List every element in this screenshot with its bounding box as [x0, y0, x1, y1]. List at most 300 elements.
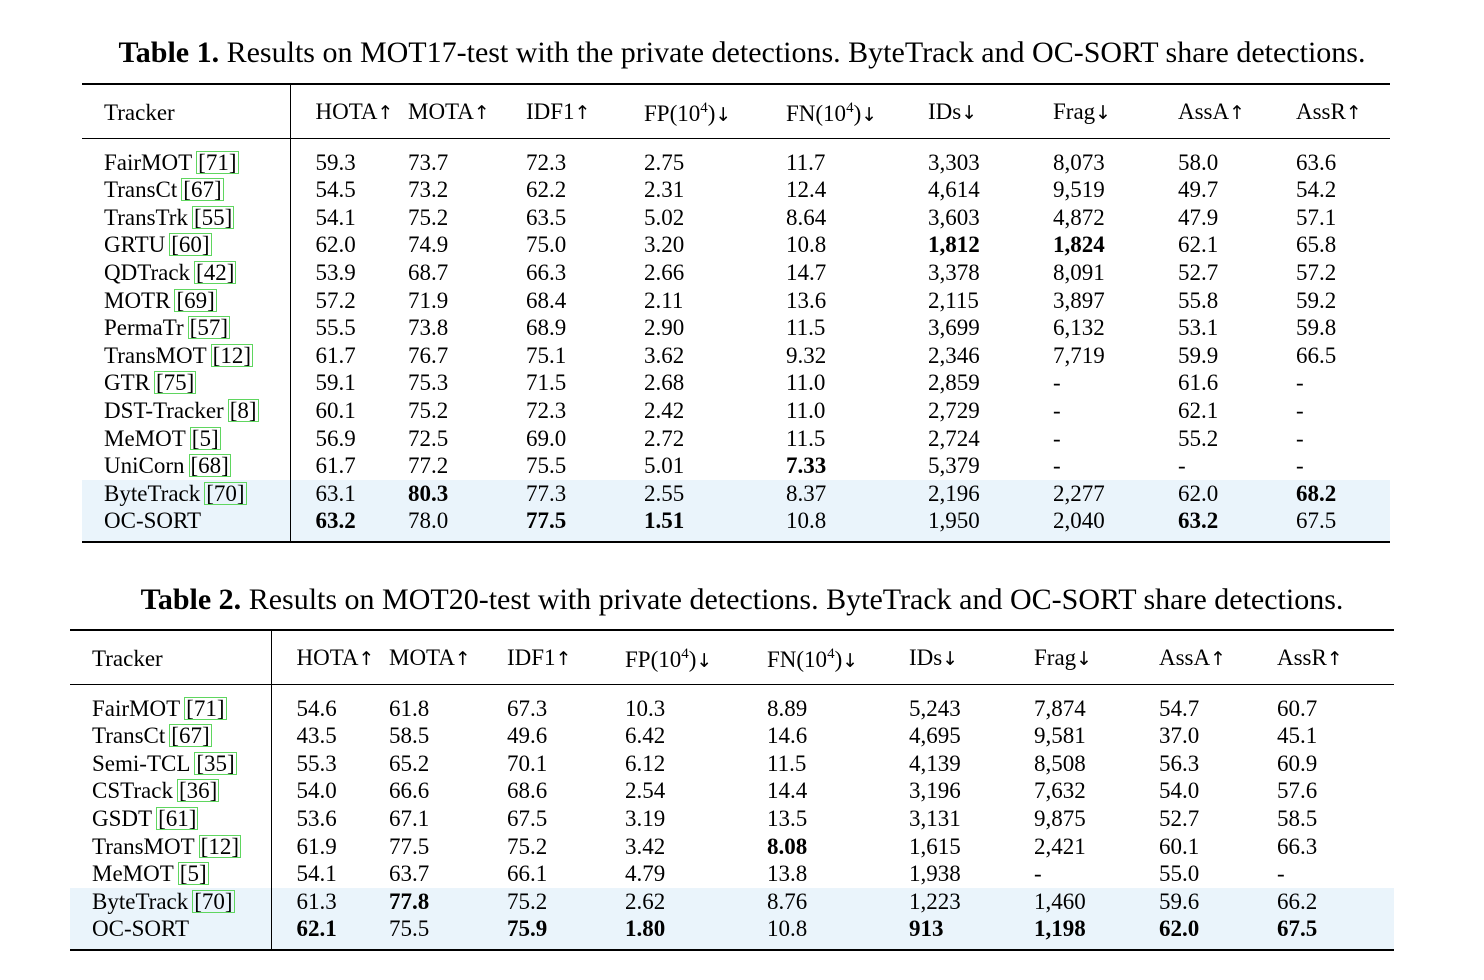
cell-assr: - [1296, 453, 1304, 479]
header-fn-10: $FN(10^4)↓$ [786, 84, 928, 138]
cell-idf1: 68.4 [526, 287, 567, 313]
citation-link[interactable]: [61] [158, 805, 197, 831]
tracker-name [70, 750, 271, 778]
tracker-label: TransTrk [104, 204, 188, 230]
cell-mota: 58.5 [389, 723, 430, 749]
table2-caption [0, 582, 1484, 618]
table1 [82, 83, 1390, 543]
cell-mota: 74.9 [408, 232, 449, 258]
cell-ids: 3,699 [928, 315, 980, 341]
cell-fp-10: 2.62 [625, 888, 767, 916]
table-row [82, 425, 1390, 453]
cell-fn-10: 9.32 [786, 342, 827, 368]
header-ids: IDs↓ [909, 630, 1034, 684]
cell-mota: 80.3 [408, 480, 526, 508]
cell-assa: 52.7 [1178, 259, 1219, 285]
citation-link[interactable]: [55] [193, 204, 233, 230]
tracker-name [82, 176, 290, 204]
cell-frag: - [1053, 425, 1061, 451]
cell-mota: 71.9 [408, 287, 449, 313]
tracker-label: UniCorn [104, 453, 185, 479]
table1-grid [82, 83, 1390, 543]
tracker-label: GRTU [104, 232, 166, 258]
cell-mota: 73.8 [408, 315, 449, 341]
citation-link[interactable]: [8] [229, 397, 257, 423]
cell-idf1: 67.5 [507, 805, 548, 831]
table-row [70, 805, 1394, 833]
tracker-label: FairMOT [92, 695, 181, 721]
cell-idf1: 68.9 [526, 315, 567, 341]
cell-fn-10: 7.33 [786, 453, 827, 479]
table1-caption-text: Results on MOT17-test with the private detections. ByteTrack and OC-SORT share detections. [226, 36, 1366, 69]
cell-ids: 913 [909, 915, 1034, 950]
tracker-label: MOTR [104, 287, 171, 313]
cell-mota: 77.8 [389, 888, 507, 916]
cell-assr: 66.2 [1277, 888, 1394, 916]
cell-assa: 55.8 [1178, 287, 1219, 313]
cell-ids: 4,695 [909, 723, 961, 749]
cell-idf1: 75.5 [526, 453, 567, 479]
cell-hota: 59.3 [315, 149, 356, 175]
table-row [82, 138, 1390, 176]
cell-fn-10: 12.4 [786, 177, 827, 203]
table2-caption-label: Table 2. [140, 583, 242, 616]
cell-assr: 58.5 [1277, 805, 1318, 831]
cell-fn-10: 11.0 [786, 370, 826, 396]
header-assa: AssA↑ [1159, 630, 1277, 684]
cell-assa: 58.0 [1178, 149, 1219, 175]
tracker-name [82, 287, 290, 315]
citation-link[interactable]: [71] [198, 149, 237, 175]
tracker-label: GSDT [92, 805, 153, 831]
table-row [70, 860, 1394, 888]
tracker-name [82, 425, 290, 453]
tracker-name [70, 684, 271, 722]
cell-mota: 63.7 [389, 861, 430, 887]
tracker-name [70, 888, 271, 916]
table1-caption [0, 35, 1484, 71]
cell-hota: 63.1 [290, 480, 408, 508]
tracker-name [70, 915, 271, 950]
table-row [70, 915, 1394, 950]
cell-mota: 66.6 [389, 778, 430, 804]
citation-link[interactable]: [12] [212, 342, 251, 368]
tracker-name [82, 452, 290, 480]
cell-assr: 66.3 [1277, 833, 1318, 859]
tracker-label: PermaTr [104, 315, 184, 341]
tracker-label: TransCt [104, 177, 178, 203]
cell-assr: - [1296, 397, 1304, 423]
cell-fp-10: 5.01 [644, 453, 685, 479]
cell-mota: 77.2 [408, 453, 449, 479]
cell-assr: 68.2 [1296, 480, 1390, 508]
cell-frag: 7,874 [1034, 695, 1086, 721]
header-idf1: IDF1↑ [507, 630, 625, 684]
cell-fn-10: 8.64 [786, 204, 827, 230]
cell-frag: - [1053, 453, 1061, 479]
cell-mota: 73.2 [408, 177, 449, 203]
cell-fn-10: 14.6 [767, 723, 808, 749]
cell-fn-10: 10.8 [786, 507, 928, 542]
header-frag: Frag↓ [1034, 630, 1159, 684]
cell-fn-10: 8.76 [767, 888, 909, 916]
cell-fn-10: 11.5 [786, 315, 826, 341]
cell-fp-10: 1.80 [625, 915, 767, 950]
tracker-label: ByteTrack [104, 480, 201, 506]
cell-assa: - [1178, 453, 1186, 479]
citation-link[interactable]: [12] [200, 833, 239, 859]
table-row [70, 750, 1394, 778]
cell-ids: 3,303 [928, 149, 980, 175]
cell-frag: 2,040 [1053, 507, 1178, 542]
citation-link[interactable]: [68] [190, 453, 229, 479]
cell-frag: 9,581 [1034, 723, 1086, 749]
cell-assr: 67.5 [1296, 507, 1390, 542]
header-mota: MOTA↑ [408, 84, 526, 138]
cell-fn-10: 11.5 [786, 425, 826, 451]
cell-fp-10: 2.75 [644, 149, 685, 175]
cell-assa: 62.1 [1178, 397, 1219, 423]
cell-assa: 49.7 [1178, 177, 1219, 203]
cell-fp-10: 2.90 [644, 315, 685, 341]
cell-fn-10: 8.37 [786, 480, 928, 508]
cell-hota: 54.0 [296, 778, 337, 804]
cell-assr: 54.2 [1296, 177, 1337, 203]
citation-link[interactable]: [67] [171, 723, 210, 749]
cell-fn-10: 10.8 [786, 232, 827, 258]
cell-idf1: 77.3 [526, 480, 644, 508]
cell-fn-10: 8.89 [767, 695, 808, 721]
citation-link[interactable]: [70] [194, 888, 233, 914]
cell-hota: 54.1 [315, 204, 356, 230]
cell-idf1: 72.3 [526, 149, 567, 175]
table-row [82, 397, 1390, 425]
header-assr: AssR↑ [1277, 630, 1394, 684]
cell-frag: 1,824 [1053, 232, 1105, 258]
cell-frag: 1,460 [1034, 888, 1159, 916]
header-tracker: Tracker [70, 630, 271, 684]
cell-ids: 3,196 [909, 778, 961, 804]
tracker-label: TransCt [92, 723, 166, 749]
cell-assa: 52.7 [1159, 805, 1200, 831]
table-row [82, 259, 1390, 287]
table-row [82, 287, 1390, 315]
cell-assa: 47.9 [1178, 204, 1219, 230]
cell-fp-10: 2.68 [644, 370, 685, 396]
tracker-name [82, 259, 290, 287]
cell-fp-10: 2.42 [644, 397, 685, 423]
cell-idf1: 72.3 [526, 397, 567, 423]
cell-idf1: 66.1 [507, 861, 548, 887]
cell-fn-10: 10.8 [767, 915, 909, 950]
table-row [82, 204, 1390, 232]
cell-frag: - [1053, 397, 1061, 423]
cell-ids: 1,812 [928, 232, 980, 258]
header-assa: AssA↑ [1178, 84, 1296, 138]
cell-assr: 60.7 [1277, 695, 1318, 721]
cell-fn-10: 13.5 [767, 805, 808, 831]
cell-assa: 55.2 [1178, 425, 1219, 451]
cell-fn-10: 13.6 [786, 287, 827, 313]
cell-hota: 54.5 [315, 177, 356, 203]
cell-ids: 2,729 [928, 397, 980, 423]
citation-link[interactable]: [75] [156, 370, 195, 396]
cell-frag: - [1053, 370, 1061, 396]
cell-assa: 55.0 [1159, 861, 1200, 887]
tracker-name [82, 397, 290, 425]
citation-link[interactable]: [71] [186, 695, 225, 721]
header-idf1: IDF1↑ [526, 84, 644, 138]
cell-assa: 62.1 [1178, 232, 1219, 258]
header-fp-10: $FP(10^4)↓$ [625, 630, 767, 684]
cell-assa: 62.0 [1159, 915, 1277, 950]
cell-fn-10: 8.08 [767, 833, 808, 859]
cell-assa: 37.0 [1159, 723, 1200, 749]
tracker-name [82, 342, 290, 370]
cell-ids: 2,724 [928, 425, 980, 451]
cell-mota: 75.5 [389, 915, 507, 950]
citation-link[interactable]: [35] [196, 750, 235, 776]
cell-frag: 1,198 [1034, 915, 1159, 950]
cell-hota: 56.9 [315, 425, 356, 451]
tracker-name [82, 369, 290, 397]
cell-fp-10: 2.72 [644, 425, 685, 451]
cell-fp-10: 3.42 [625, 833, 666, 859]
cell-idf1: 63.5 [526, 204, 567, 230]
table1-caption-label: Table 1. [118, 36, 220, 69]
cell-assr: 45.1 [1277, 723, 1318, 749]
cell-hota: 60.1 [315, 397, 356, 423]
table-row [70, 777, 1394, 805]
citation-link[interactable]: [5] [179, 861, 207, 887]
cell-assr: 66.5 [1296, 342, 1337, 368]
cell-fp-10: 6.42 [625, 723, 666, 749]
table-row [82, 369, 1390, 397]
cell-ids: 3,378 [928, 259, 980, 285]
table-row [82, 480, 1390, 508]
cell-hota: 61.9 [296, 833, 337, 859]
cell-fn-10: 14.4 [767, 778, 808, 804]
cell-ids: 2,346 [928, 342, 980, 368]
cell-mota: 75.3 [408, 370, 449, 396]
cell-assa: 53.1 [1178, 315, 1219, 341]
tracker-name [82, 507, 290, 542]
citation-link[interactable]: [5] [191, 425, 219, 451]
cell-fp-10: 1.51 [644, 507, 786, 542]
table-row [82, 342, 1390, 370]
cell-ids: 1,938 [909, 861, 961, 887]
cell-fn-10: 11.0 [786, 397, 826, 423]
header-row [82, 84, 1390, 138]
tracker-label: OC-SORT [104, 508, 202, 534]
cell-hota: 62.0 [315, 232, 356, 258]
cell-frag: 8,091 [1053, 259, 1105, 285]
table-row [70, 684, 1394, 722]
cell-frag: 8,073 [1053, 149, 1105, 175]
table-row [82, 176, 1390, 204]
cell-ids: 2,115 [928, 287, 979, 313]
cell-assa: 61.6 [1178, 370, 1219, 396]
cell-idf1: 75.1 [526, 342, 567, 368]
cell-ids: 3,603 [928, 204, 980, 230]
cell-assr: - [1277, 861, 1285, 887]
cell-idf1: 77.5 [526, 507, 644, 542]
cell-frag: 4,872 [1053, 204, 1105, 230]
cell-mota: 76.7 [408, 342, 449, 368]
cell-assr: 67.5 [1277, 915, 1394, 950]
citation-link[interactable]: [60] [171, 232, 210, 258]
cell-fp-10: 2.54 [625, 778, 666, 804]
cell-assa: 54.7 [1159, 695, 1200, 721]
cell-hota: 55.3 [296, 750, 337, 776]
header-mota: MOTA↑ [389, 630, 507, 684]
cell-mota: 72.5 [408, 425, 449, 451]
cell-hota: 53.9 [315, 259, 356, 285]
cell-mota: 78.0 [408, 507, 526, 542]
cell-fn-10: 11.7 [786, 149, 826, 175]
cell-mota: 73.7 [408, 149, 449, 175]
cell-idf1: 68.6 [507, 778, 548, 804]
cell-assr: 63.6 [1296, 149, 1337, 175]
cell-fp-10: 2.11 [644, 287, 684, 313]
cell-fn-10: 11.5 [767, 750, 807, 776]
cell-fp-10: 5.02 [644, 204, 685, 230]
tracker-name [70, 805, 271, 833]
table-row [82, 314, 1390, 342]
cell-hota: 53.6 [296, 805, 337, 831]
tracker-label: TransMOT [104, 342, 207, 368]
cell-assr: - [1296, 425, 1304, 451]
cell-idf1: 75.2 [507, 888, 625, 916]
cell-idf1: 62.2 [526, 177, 567, 203]
cell-hota: 55.5 [315, 315, 356, 341]
tracker-name [82, 231, 290, 259]
cell-assr: 57.2 [1296, 259, 1337, 285]
header-row [70, 630, 1394, 684]
cell-frag: 2,421 [1034, 833, 1086, 859]
tracker-label: FairMOT [104, 149, 193, 175]
tracker-label: DST-Tracker [104, 397, 224, 423]
cell-fn-10: 14.7 [786, 259, 827, 285]
cell-ids: 1,223 [909, 888, 1034, 916]
tracker-label: Semi-TCL [92, 750, 191, 776]
cell-idf1: 75.2 [507, 833, 548, 859]
tracker-label: QDTrack [104, 259, 191, 285]
cell-idf1: 75.0 [526, 232, 567, 258]
cell-ids: 1,615 [909, 833, 961, 859]
cell-hota: 54.1 [296, 861, 337, 887]
cell-fp-10: 4.79 [625, 861, 666, 887]
citation-link[interactable]: [42] [196, 259, 235, 285]
table-row [82, 452, 1390, 480]
cell-assa: 59.9 [1178, 342, 1219, 368]
table-row [70, 888, 1394, 916]
citation-link[interactable]: [36] [178, 778, 218, 804]
tracker-label: MeMOT [92, 861, 174, 887]
tracker-name [70, 777, 271, 805]
header-ids: IDs↓ [928, 84, 1053, 138]
cell-assr: 60.9 [1277, 750, 1318, 776]
cell-hota: 54.6 [296, 695, 337, 721]
cell-assa: 63.2 [1178, 507, 1296, 542]
cell-fp-10: 3.19 [625, 805, 666, 831]
cell-mota: 67.1 [389, 805, 430, 831]
tracker-label: ByteTrack [92, 888, 189, 914]
cell-ids: 2,859 [928, 370, 980, 396]
cell-fp-10: 10.3 [625, 695, 666, 721]
cell-frag: 9,875 [1034, 805, 1086, 831]
cell-assa: 60.1 [1159, 833, 1200, 859]
citation-link[interactable]: [67] [183, 177, 222, 203]
cell-fn-10: 13.8 [767, 861, 808, 887]
cell-hota: 43.5 [296, 723, 337, 749]
cell-hota: 63.2 [290, 507, 408, 542]
tracker-label: CSTrack [92, 778, 173, 804]
cell-frag: 6,132 [1053, 315, 1105, 341]
cell-idf1: 70.1 [507, 750, 548, 776]
cell-ids: 5,243 [909, 695, 961, 721]
cell-ids: 2,196 [928, 480, 1053, 508]
tracker-name [70, 860, 271, 888]
header-assr: AssR↑ [1296, 84, 1390, 138]
citation-link[interactable]: [70] [206, 480, 245, 506]
header-hota: HOTA↑ [290, 84, 408, 138]
tracker-name [82, 138, 290, 176]
cell-idf1: 75.9 [507, 915, 625, 950]
cell-idf1: 71.5 [526, 370, 567, 396]
cell-mota: 61.8 [389, 695, 430, 721]
cell-idf1: 49.6 [507, 723, 548, 749]
header-frag: Frag↓ [1053, 84, 1178, 138]
cell-fp-10: 2.66 [644, 259, 685, 285]
cell-mota: 75.2 [408, 397, 449, 423]
cell-assa: 56.3 [1159, 750, 1200, 776]
cell-hota: 61.3 [271, 888, 389, 916]
cell-assa: 59.6 [1159, 888, 1277, 916]
tracker-name [70, 722, 271, 750]
citation-link[interactable]: [69] [176, 287, 215, 313]
table-row [82, 231, 1390, 259]
cell-frag: 7,719 [1053, 342, 1105, 368]
cell-mota: 75.2 [408, 204, 449, 230]
tracker-name [82, 204, 290, 232]
cell-ids: 5,379 [928, 453, 980, 479]
cell-fp-10: 2.55 [644, 480, 786, 508]
tracker-name [82, 314, 290, 342]
table2 [70, 629, 1394, 951]
cell-frag: - [1034, 861, 1042, 887]
table2-grid [70, 629, 1394, 951]
tracker-name [70, 833, 271, 861]
cell-mota: 77.5 [389, 833, 430, 859]
cell-assr: 59.8 [1296, 315, 1337, 341]
tracker-name [82, 480, 290, 508]
cell-assr: 57.6 [1277, 778, 1318, 804]
cell-ids: 3,131 [909, 805, 961, 831]
header-tracker: Tracker [82, 84, 290, 138]
cell-assr: - [1296, 370, 1304, 396]
table-row [70, 722, 1394, 750]
tracker-label: OC-SORT [92, 916, 190, 942]
cell-fp-10: 3.20 [644, 232, 685, 258]
cell-assr: 57.1 [1296, 204, 1337, 230]
header-hota: HOTA↑ [271, 630, 389, 684]
cell-frag: 7,632 [1034, 778, 1086, 804]
cell-assa: 62.0 [1178, 480, 1296, 508]
cell-hota: 62.1 [271, 915, 389, 950]
cell-ids: 4,614 [928, 177, 980, 203]
citation-link[interactable]: [57] [189, 315, 228, 341]
